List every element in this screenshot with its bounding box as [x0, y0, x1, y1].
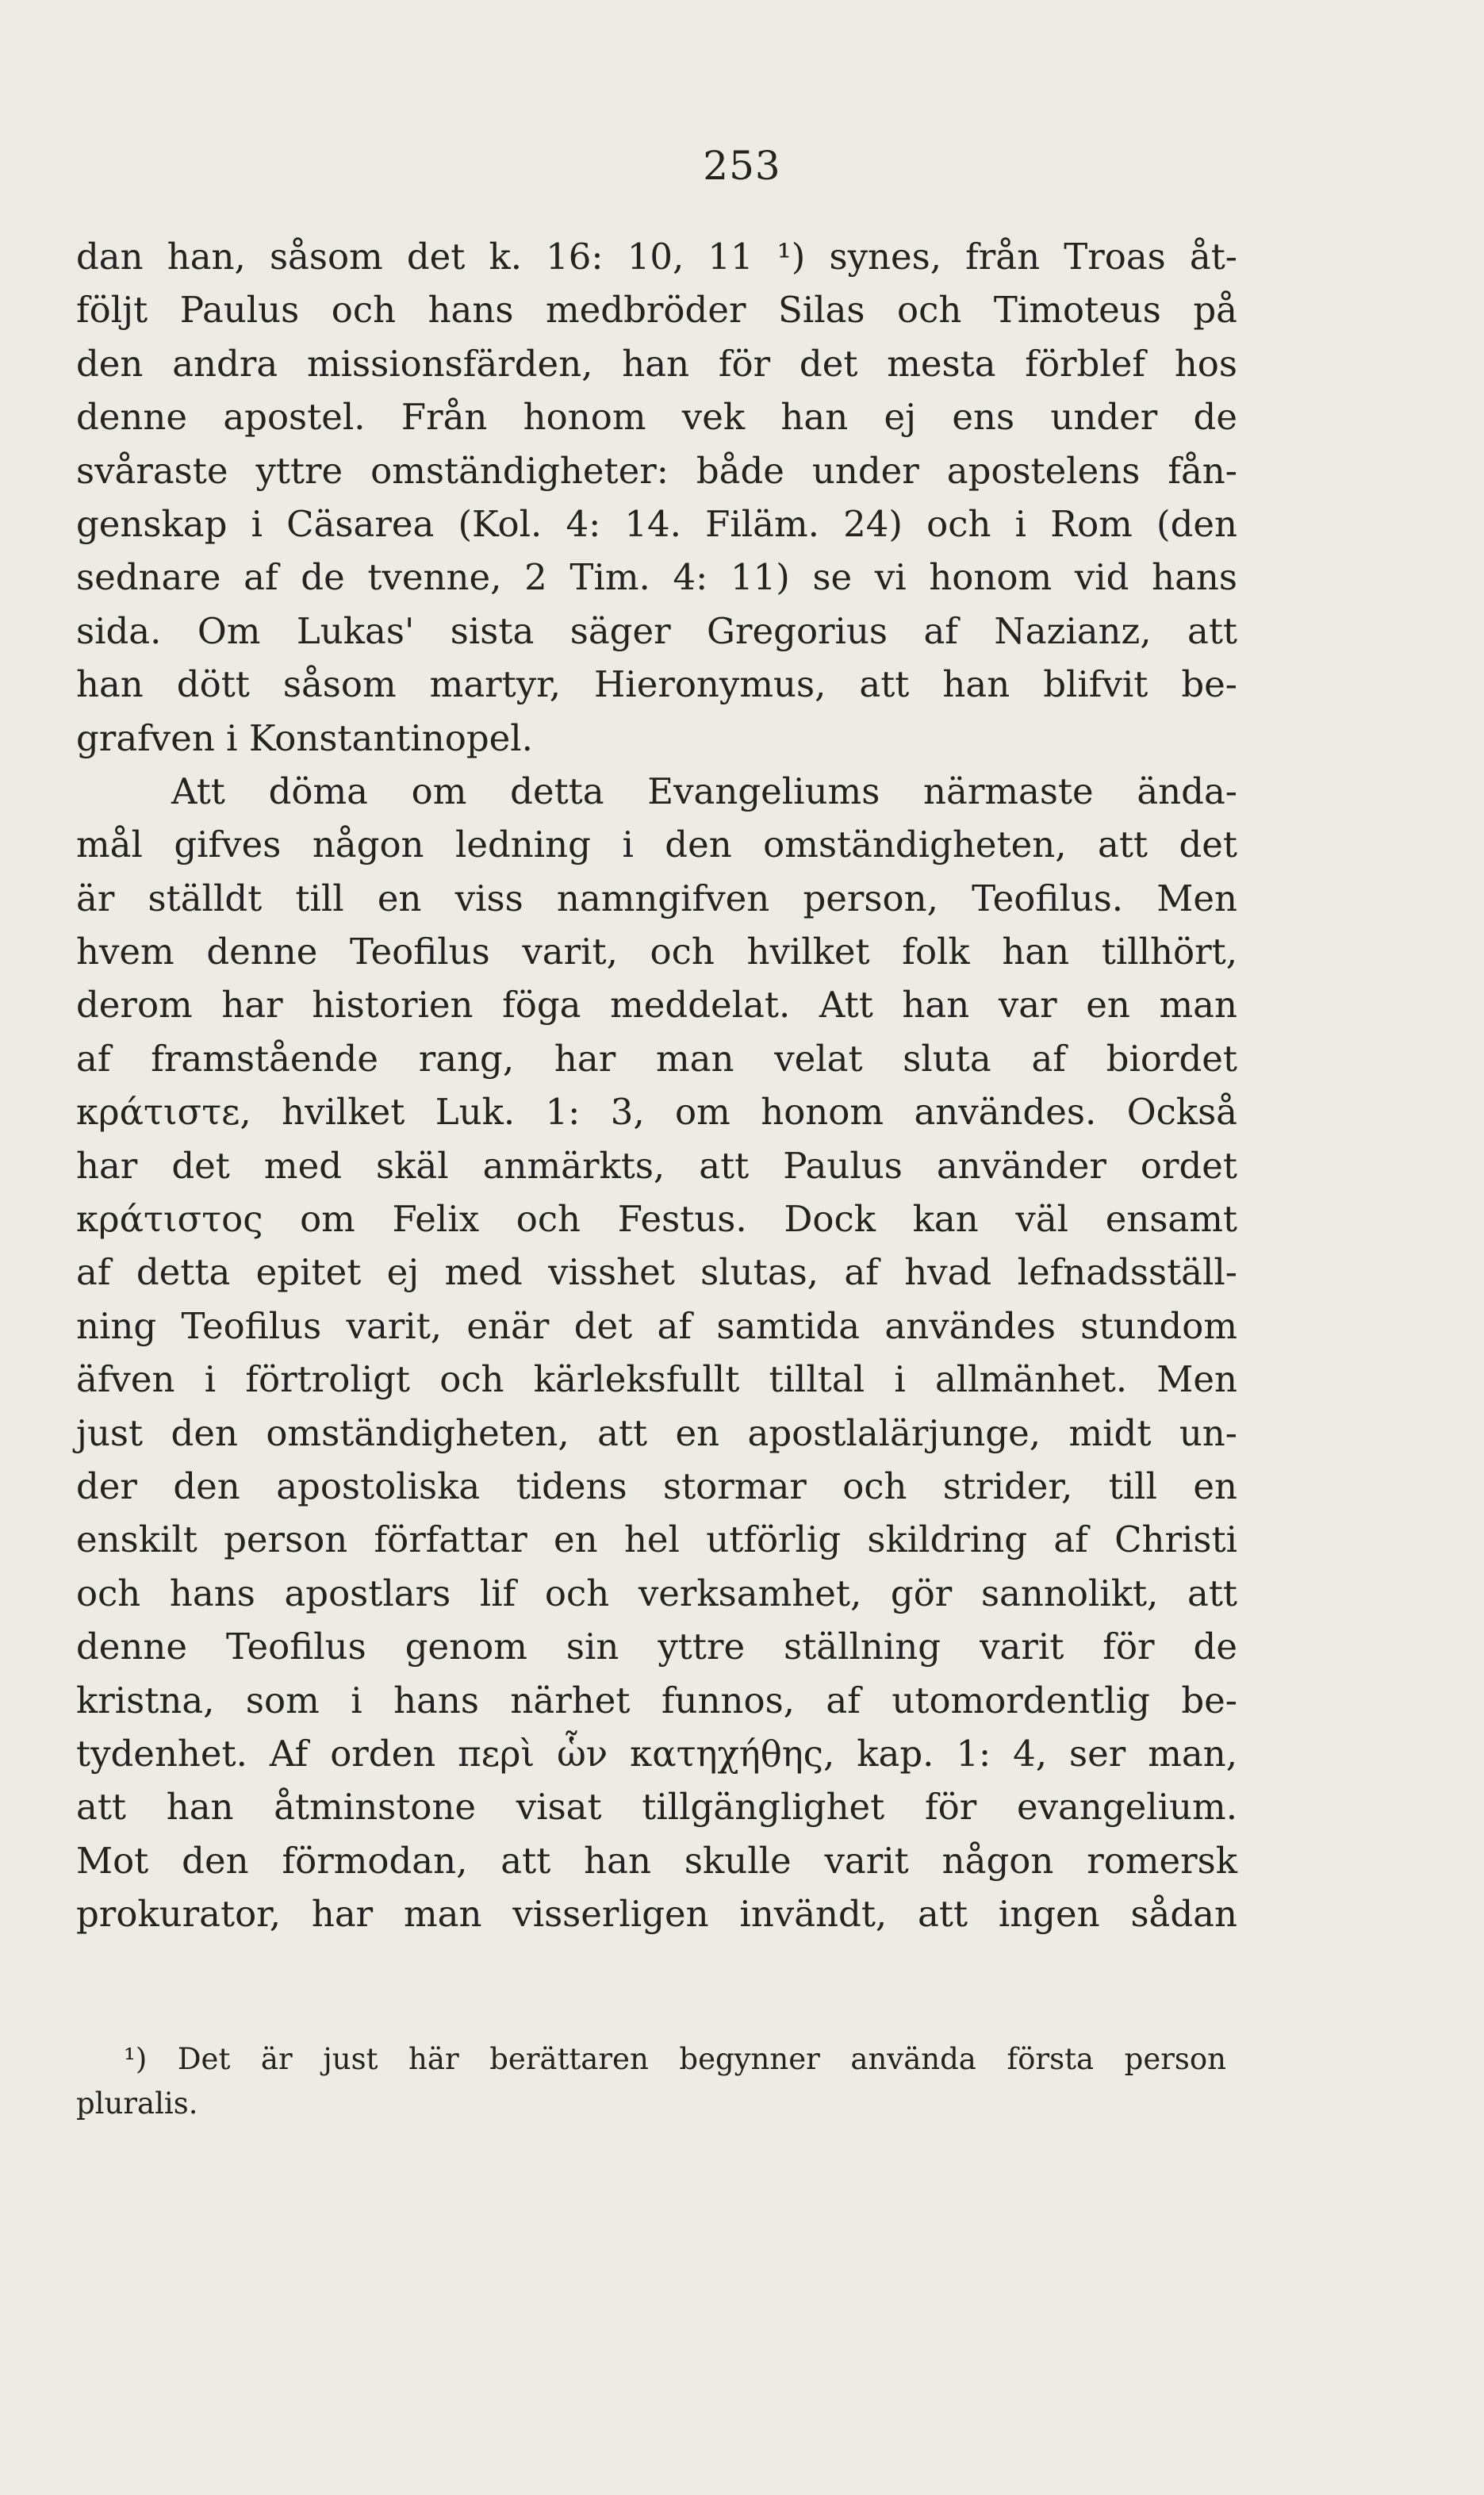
text-line: sida. Om Lukas' sista säger Gregorius af Nazianz, att [76, 609, 1237, 652]
text-line: hvem denne Teofilus varit, och hvilket folk han tillhört, [76, 931, 1237, 973]
text-line: har det med skäl anmärkts, att Paulus använder ordet [76, 1144, 1237, 1187]
text-line: äfven i förtroligt och kärleksfullt tilltal i allmänhet. Men [76, 1358, 1237, 1401]
text-line: Mot den förmodan, att han skulle varit någon romersk [76, 1839, 1237, 1882]
text-line: denne Teofilus genom sin yttre ställning varit för de [76, 1626, 1237, 1668]
text-line: tydenhet. Af orden περὶ ὧν κατηχήθης, kap. 1: 4, ser man, [76, 1732, 1237, 1775]
text-line: ning Teofilus varit, enär det af samtida användes stundom [76, 1304, 1237, 1347]
text-line: är ställdt till en viss namngifven person, Teofilus. Men [76, 877, 1237, 919]
text-line: κράτιστος om Felix och Festus. Dock kan väl ensamt [76, 1198, 1237, 1241]
text-line: der den apostoliska tidens stormar och strider, till en [76, 1464, 1237, 1507]
text-line: han dött såsom martyr, Hieronymus, att han blifvit be- [76, 663, 1237, 706]
text-line: derom har historien föga meddelat. Att han var en man [76, 984, 1237, 1027]
text-line: grafven i Konstantinopel. [76, 716, 533, 759]
text-line: enskilt person författar en hel utförlig skildring af Christi [76, 1518, 1237, 1561]
text-line: följt Paulus och hans medbröder Silas och Timoteus på [76, 289, 1237, 332]
text-line: att han åtminstone visat tillgänglighet för evangelium. [76, 1786, 1237, 1829]
text-line: och hans apostlars lif och verksamhet, gör sannolikt, att [76, 1572, 1237, 1614]
text-line: genskap i Cäsarea (Kol. 4: 14. Filäm. 24) och i Rom (den [76, 502, 1237, 545]
text-line: denne apostel. Från honom vek han ej ens under de [76, 396, 1237, 439]
text-line: af detta epitet ej med visshet slutas, af hvad lefnadsställ- [76, 1251, 1237, 1294]
body-text [76, 230, 1237, 1941]
text-line: sednare af de tvenne, 2 Tim. 4: 11) se vi honom vid hans [76, 556, 1237, 599]
footnote-line: ¹) Det är just här berättaren begynner använda första person [124, 2042, 1226, 2076]
text-line: den andra missionsfärden, han för det mesta förblef hos [76, 342, 1237, 385]
text-line: mål gifves någon ledning i den omständigheten, att det [76, 823, 1237, 866]
text-line: kristna, som i hans närhet funnos, af utomordentlig be- [76, 1679, 1237, 1722]
footnote-line: pluralis. [76, 2086, 198, 2121]
text-line: Att döma om detta Evangeliums närmaste ända- [171, 770, 1237, 812]
page-number: 253 [703, 143, 781, 189]
footnote [76, 2037, 1226, 2126]
text-line: dan han, såsom det k. 16: 10, 11 ¹) synes, från Troas åt- [76, 236, 1237, 278]
text-line: κράτιστε, hvilket Luk. 1: 3, om honom användes. Också [76, 1091, 1237, 1134]
text-line: prokurator, har man visserligen invändt, att ingen sådan [76, 1893, 1237, 1936]
text-line: af framstående rang, har man velat sluta af biordet [76, 1037, 1237, 1080]
text-line: just den omständigheten, att en apostlalärjunge, midt un- [76, 1411, 1237, 1454]
text-line: svåraste yttre omständigheter: både under apostelens fån- [76, 449, 1237, 492]
